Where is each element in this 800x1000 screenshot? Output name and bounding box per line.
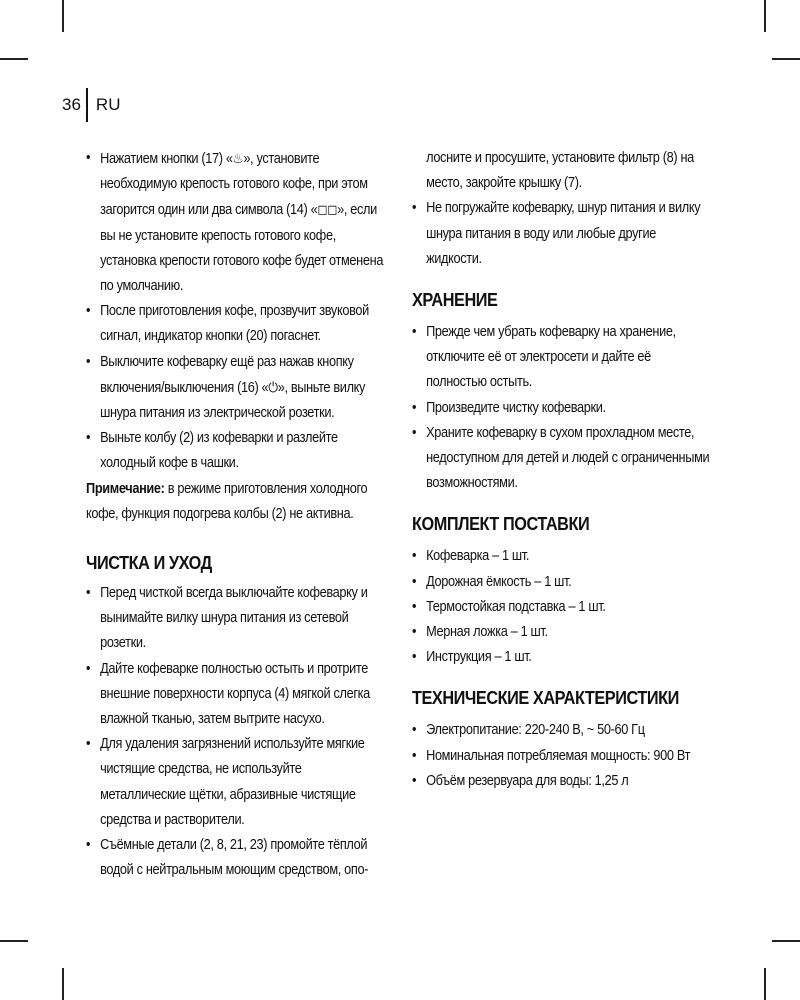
note-text: в режиме приготовления холодного кофе, функция подогрева колбы (2) не активна. (86, 480, 368, 522)
instruction-list (86, 146, 383, 477)
list-item: • После приготовления кофе, прозвучит звуковой сигнал, индикатор кнопки (20) погаснет. (86, 299, 383, 349)
list-item: • Объём резервуара для воды: 1,25 л (412, 769, 711, 794)
page-header (62, 88, 120, 122)
crop-mark (62, 0, 64, 32)
list-item: • Произведите чистку кофеварки. (412, 396, 711, 421)
list-item: • Выньте колбу (2) из кофеварки и разлейте холодный кофе в чашки. (86, 426, 383, 476)
specs-list (412, 718, 711, 794)
crop-mark (62, 968, 64, 1000)
section-title-cleaning: ЧИСТКА И УХОД (86, 552, 212, 574)
cleaning-list-continued (412, 196, 711, 272)
strength-symbol-icon: ◻◻ (317, 201, 338, 218)
power-icon: ⏻ (268, 378, 278, 395)
crop-mark (764, 968, 766, 1000)
list-item: • Дорожная ёмкость – 1 шт. (412, 570, 711, 595)
list-item: • Номинальная потребляемая мощность: 900 Вт (412, 744, 711, 769)
list-item: • Выключите кофеварку ещё раз нажав кнопку включения/выключения (16) «⏻», выньте вилку шнура питания из электрической розетки. (86, 350, 383, 427)
header-separator (86, 88, 88, 122)
list-item: • Дайте кофеварке полностью остыть и протрите внешние поверхности корпуса (4) мягкой слегка влажной тканью, затем вытрите насухо. (86, 657, 383, 733)
list-item: • Термостойкая подставка – 1 шт. (412, 595, 711, 620)
note (86, 477, 383, 527)
right-column (412, 146, 711, 794)
crop-mark (0, 58, 28, 60)
list-item: • Нажатием кнопки (17) «♨», установите необходимую крепость готового кофе, при этом загорится один или два символа (14) «◻◻», если вы не установите крепость готового кофе, установка крепости готового кофе будет отменена по умолчанию. (86, 146, 383, 299)
list-item: • Не погружайте кофеварку, шнур питания и вилку шнура питания в воду или любые другие жидкости. (412, 196, 711, 272)
section-title-storage: ХРАНЕНИЕ (412, 289, 498, 311)
note-label: Примечание: (86, 480, 165, 497)
kit-list (412, 544, 711, 670)
crop-mark (0, 940, 28, 942)
list-item: • Инструкция – 1 шт. (412, 645, 711, 670)
left-column (86, 146, 383, 883)
list-item: • Съёмные детали (2, 8, 21, 23) промойте тёплой водой с нейтральным моющим средством, опо- (86, 833, 383, 883)
list-item: • Мерная ложка – 1 шт. (412, 620, 711, 645)
storage-list (412, 320, 711, 496)
crop-mark (764, 0, 766, 32)
list-item: • Храните кофеварку в сухом прохладном месте, недоступном для детей и людей с ограниченными возможностями. (412, 421, 711, 497)
language-label: RU (95, 95, 121, 114)
list-item: • Перед чисткой всегда выключайте кофеварку и вынимайте вилку шнура питания из сетевой розетки. (86, 581, 383, 657)
section-title-specs: ТЕХНИЧЕСКИЕ ХАРАКТЕРИСТИКИ (412, 687, 679, 709)
list-item: • Электропитание: 220-240 В, ~ 50-60 Гц (412, 718, 711, 743)
list-item: • Прежде чем убрать кофеварку на хранение, отключите её от электросети и дайте её полностью остыть. (412, 320, 711, 396)
continued-text: лосните и просушите, установите фильтр (8) на место, закройте крышку (7). (426, 150, 694, 192)
strength-icon: ♨ (232, 150, 244, 166)
crop-mark (772, 940, 800, 942)
page-number: 36 (62, 95, 81, 114)
cleaning-list (86, 581, 383, 883)
section-title-kit: КОМПЛЕКТ ПОСТАВКИ (412, 513, 590, 535)
list-item: • Для удаления загрязнений используйте мягкие чистящие средства, не используйте металлические щётки, абразивные чистящие средства и растворители. (86, 732, 383, 833)
list-item: • Кофеварка – 1 шт. (412, 544, 711, 569)
crop-mark (772, 58, 800, 60)
